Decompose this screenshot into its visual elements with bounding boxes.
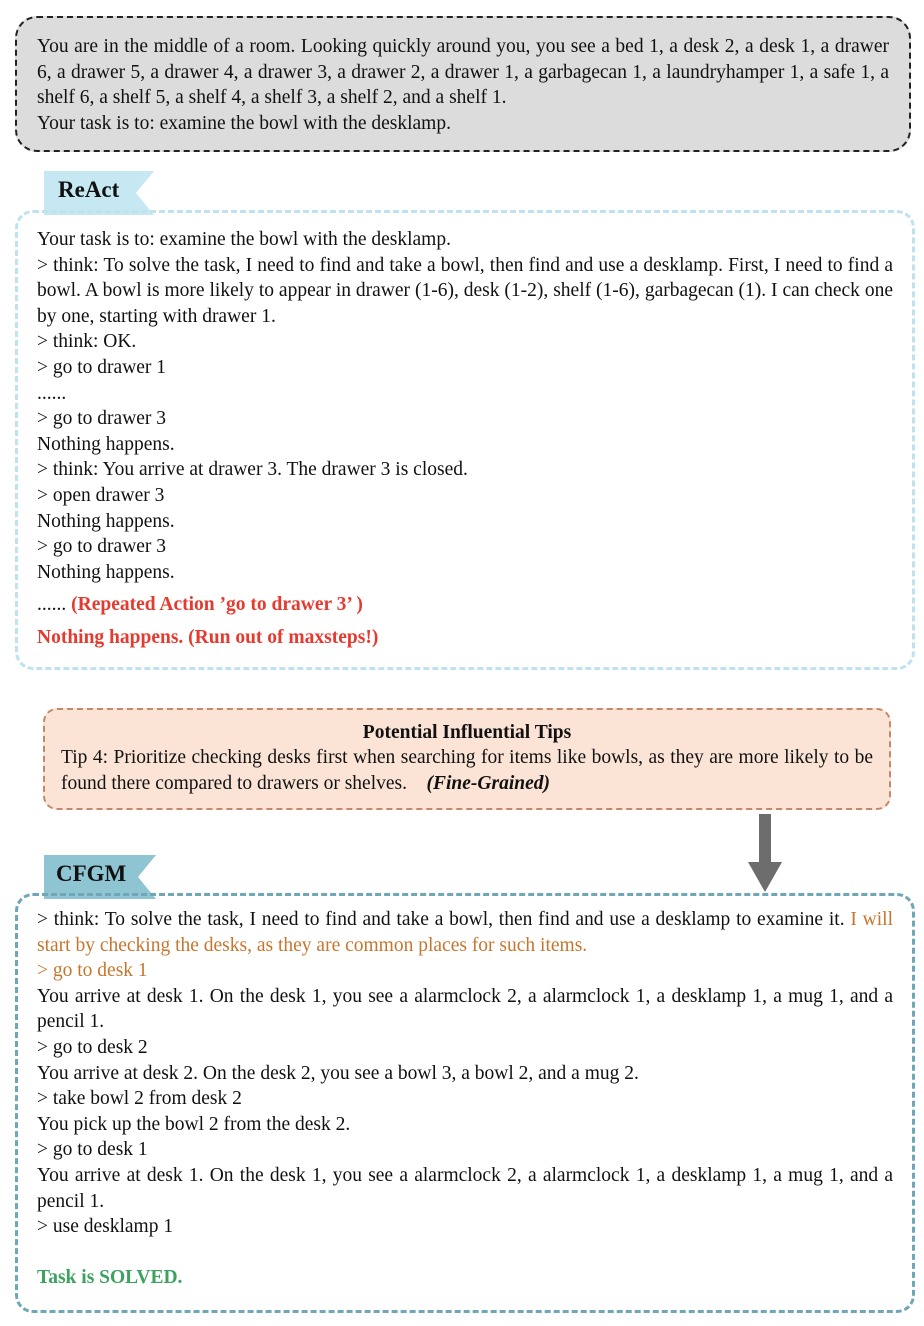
react-tag-label: ReAct [58, 177, 120, 202]
cfgm-think-line [37, 907, 893, 958]
react-line: > think: You arrive at drawer 3. The drawer 3 is closed. [37, 459, 468, 481]
cfgm-line: > go to desk 2 [37, 1036, 148, 1058]
cfgm-line: > go to desk 1 [37, 1139, 148, 1161]
react-line: Nothing happens. [37, 433, 175, 455]
react-line: > think: To solve the task, I need to find and take a bowl, then find and use a desklamp. First, I need to find a bowl. A bowl is more likely to appear in drawer (1-6), desk (1-2), shelf (1-6), garbagecan (1). I can check one by one, starting with drawer 1. [37, 254, 893, 327]
cfgm-line: You arrive at desk 1. On the desk 1, you see a alarmclock 2, a alarmclock 1, a desklamp 1, a mug 1, and a pencil 1. [37, 1164, 893, 1212]
cfgm-think-highlight: I will start by checking the desks, as they are common places for such items. [37, 909, 893, 956]
cfgm-think-prefix: > think: To solve the task, I need to find and take a bowl, then find and use a desklamp to examine it. [37, 909, 845, 930]
down-arrow-icon [748, 814, 782, 894]
room-description: You are in the middle of a room. Looking quickly around you, you see a bed 1, a desk 2, a desk 1, a drawer 6, a drawer 5, a drawer 4, a drawer 3, a drawer 2, a drawer 1, a garbagecan 1, a laundryhamper 1, a safe 1, a shelf 6, a shelf 5, a shelf 4, a shelf 3, a shelf 2, and a shelf 1. [37, 36, 889, 109]
task-statement: Your task is to: examine the bowl with the desklamp. [37, 112, 451, 134]
cfgm-line: You pick up the bowl 2 from the desk 2. [37, 1113, 351, 1135]
tips-body [61, 745, 873, 796]
cfgm-result: Task is SOLVED. [37, 1267, 183, 1289]
react-line: > open drawer 3 [37, 484, 165, 506]
cfgm-line: > take bowl 2 from desk 2 [37, 1088, 242, 1110]
cfgm-line: You arrive at desk 2. On the desk 2, you see a bowl 3, a bowl 2, and a mug 2. [37, 1062, 639, 1084]
react-line: > go to drawer 3 [37, 536, 167, 558]
tips-text: Tip 4: Prioritize checking desks first when searching for items like bowls, as they are more likely to be found there compared to drawers or shelves. [61, 747, 873, 794]
cfgm-line: > use desklamp 1 [37, 1216, 174, 1238]
react-repeat-note: (Repeated Action ’go to drawer 3’ ) [71, 594, 363, 616]
react-line: Your task is to: examine the bowl with the desklamp. [37, 229, 451, 250]
task-description-box [15, 16, 911, 152]
react-repeat-row [37, 592, 893, 618]
cfgm-highlight-action: > go to desk 1 [37, 960, 148, 982]
react-tag [44, 171, 154, 215]
cfgm-line: You arrive at desk 1. On the desk 1, you see a alarmclock 2, a alarmclock 1, a desklamp 1, a mug 1, and a pencil 1. [37, 985, 893, 1033]
react-line: Nothing happens. [37, 561, 175, 583]
react-line: Nothing happens. [37, 510, 175, 532]
react-line: > think: OK. [37, 331, 137, 353]
react-repeat-prefix: ...... [37, 594, 67, 616]
influential-tips-box [43, 708, 891, 810]
tips-granularity-label: (Fine-Grained) [426, 772, 551, 794]
cfgm-tag-label: CFGM [56, 861, 127, 886]
cfgm-trajectory-box [15, 893, 915, 1313]
react-failure-note: Nothing happens. (Run out of maxsteps!) [37, 626, 379, 648]
react-trajectory-box [15, 210, 915, 670]
react-line: > go to drawer 1 [37, 356, 167, 378]
tips-title: Potential Influential Tips [362, 722, 572, 743]
react-line: ...... [37, 382, 67, 404]
react-line: > go to drawer 3 [37, 408, 167, 430]
